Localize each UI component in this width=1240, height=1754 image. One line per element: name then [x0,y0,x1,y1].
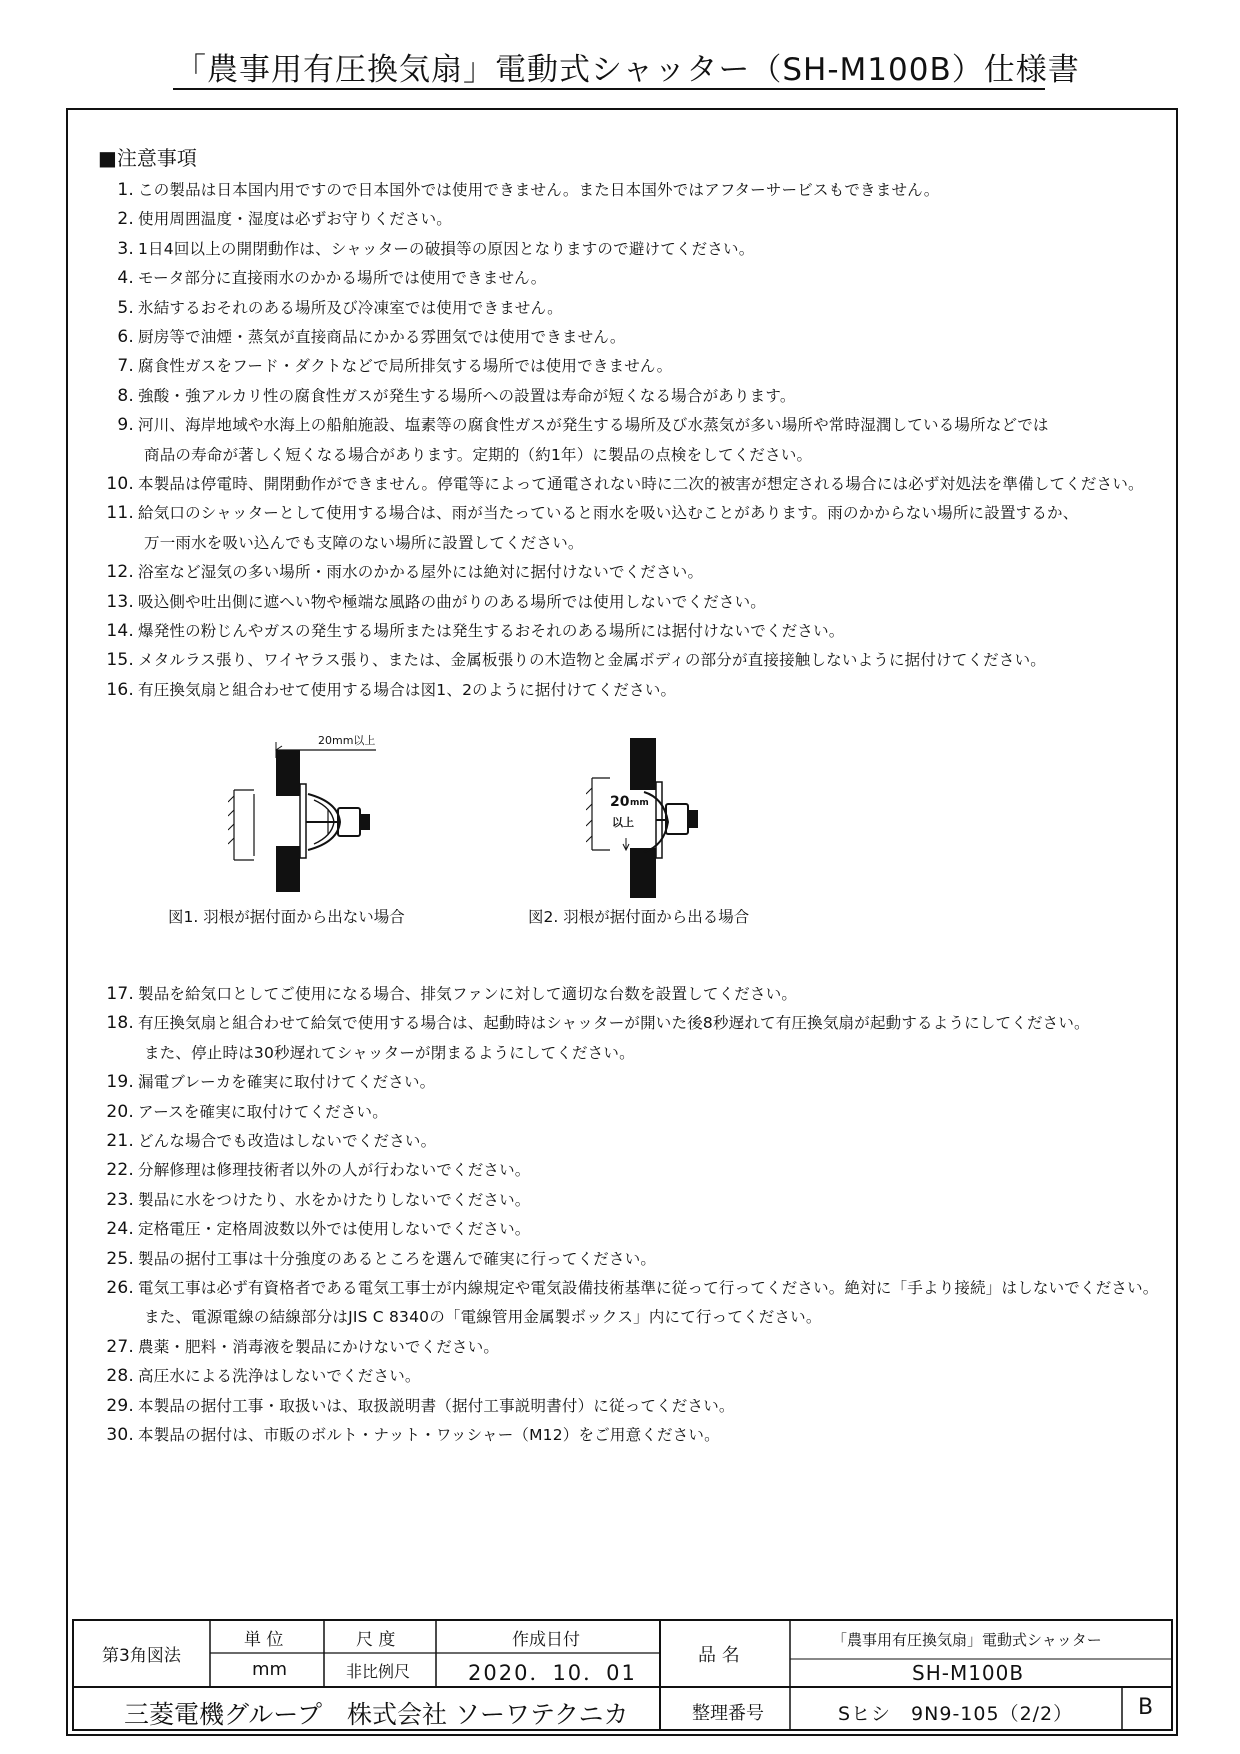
unit-value: mm [252,1659,288,1680]
note-item [92,325,626,347]
note-item [92,1247,656,1269]
note-text: 漏電ブレーカを確実に取付けてください。 [138,1073,436,1092]
note-number: 16. [106,679,134,700]
figure-2-dimension-value: 20 [610,794,630,810]
company-name: 三菱電機グループ 株式会社 ソーワテクニカ [124,1700,629,1729]
note-text: 分解修理は修理技術者以外の人が行わないでください。 [138,1161,531,1180]
figure-1-diagram [228,734,408,902]
figure-2-dimension-suffix: 以上 [612,816,634,829]
product-name-line2: SH-M100B [912,1661,1025,1685]
note-number: 18. [106,1013,134,1034]
note-text: 給気口のシャッターとして使用する場合は、雨が当たっていると雨水を吸い込むことがあります。雨のかからない場所に設置するか、 [138,504,1079,523]
note-item [92,1364,421,1386]
note-number: 6. [117,327,134,347]
note-text: 腐食性ガスをフード・ダクトなどで局所排気する場所では使用できません。 [138,357,673,376]
note-item [92,1158,531,1180]
note-number: 19. [106,1072,134,1093]
note-text: 吸込側や吐出側に遮へい物や極端な風路の曲がりのある場所では使用しないでください。 [138,592,767,611]
note-item [92,1188,531,1210]
note-number: 24. [106,1219,134,1240]
note-text: 氷結するおそれのある場所及び冷凍室では使用できません。 [138,298,563,317]
title-underline [173,88,1045,90]
note-text: アースを確実に取付けてください。 [138,1102,388,1121]
note-number: 14. [106,621,134,641]
note-number: 28. [106,1366,134,1387]
note-continuation: また、停止時は30秒遅れてシャッターが閉まるようにしてください。 [144,1043,635,1062]
note-number: 1. [117,180,134,200]
note-number: 13. [106,591,134,612]
note-text: 本製品の据付工事・取扱いは、取扱説明書（据付工事説明書付）に従ってください。 [138,1396,735,1415]
note-item [92,560,703,582]
note-number: 25. [106,1248,134,1269]
note-number: 15. [106,650,134,671]
note-item [92,354,672,376]
note-item [92,1276,1159,1298]
note-continuation: 商品の寿命が著しく短くなる場合があります。定期的（約1年）に製品の点検をしてください。 [144,445,813,464]
note-text: 強酸・強アルカリ性の腐食性ガスが発生する場所への設置は寿命が短くなる場合があります。 [138,386,796,405]
creation-date: 2020．10．01 [468,1661,637,1685]
note-text: 電気工事は必ず有資格者である電気工事士が内線規定や電気設備技術基準に従って行ってください。絶対に「手より接続」はしないでください。 [138,1279,1159,1297]
note-number: 8. [117,385,134,406]
note-number: 30. [106,1425,134,1445]
note-number: 9. [117,415,134,436]
note-item [92,982,797,1004]
note-number: 11. [106,503,134,524]
note-text: どんな場合でも改造はしないでください。 [138,1132,437,1150]
note-text: 製品を給気口としてご使用になる場合、排気ファンに対して適切な台数を設置してください。 [138,985,798,1003]
note-number: 20. [106,1101,134,1122]
scale-value: 非比例尺 [346,1662,411,1681]
note-number: 4. [117,268,134,289]
note-text: 1日4回以上の開閉動作は、シャッターの破損等の原因となりますので避けてください。 [138,239,755,258]
note-text: 有圧換気扇と組合わせて給気で使用する場合は、起動時はシャッターが開いた後8秒遅れて有圧換気扇が起動するようにしてください。 [138,1014,1090,1033]
note-item [92,1394,735,1416]
note-text: 定格電圧・定格周波数以外では使用しないでください。 [138,1220,531,1239]
section-heading: ■注意事項 [98,146,197,170]
document-title: 「農事用有圧換気扇」電動式シャッター（SH-M100B）仕様書 [175,52,1080,88]
note-number: 29. [106,1395,134,1416]
note-number: 2. [117,209,134,230]
figure-1-dimension: 20mm以上 [318,734,376,747]
revision-mark: B [1138,1695,1154,1720]
note-number: 27. [106,1336,134,1357]
note-item [92,207,452,229]
note-text: 河川、海岸地域や水海上の船舶施設、塩素等の腐食性ガスが発生する場所及び水蒸気が多い場所や常時湿潤している場所などでは [138,416,1049,435]
product-name-label: 品 名 [698,1645,740,1666]
unit-label: 単 位 [244,1630,284,1650]
note-number: 22. [106,1160,134,1181]
title-block [72,1619,1173,1731]
note-text: 本製品は停電時、開閉動作ができません。停電等によって通電されない時に二次的被害が想定される場合には必ず対処法を準備してください。 [138,475,1144,493]
note-item [92,1070,435,1092]
note-item [92,384,796,406]
note-text: 使用周囲温度・湿度は必ずお守りください。 [138,210,453,229]
note-number: 23. [106,1189,134,1210]
note-continuation: 万一雨水を吸い込んでも支障のない場所に設置してください。 [144,533,584,552]
note-text: 本製品の据付は、市販のボルト・ナット・ワッシャー（M12）をご用意ください。 [138,1426,720,1444]
note-number: 3. [117,238,134,259]
note-text: 厨房等で油煙・蒸気が直接商品にかかる雰囲気では使用できません。 [138,328,626,346]
note-item [92,1423,720,1445]
note-item [92,648,1046,670]
note-continuation: また、電源電線の結線部分はJIS C 8340の「電線管用金属製ボックス」内にて行ってください。 [144,1308,822,1327]
note-number: 12. [106,562,134,583]
note-item [92,472,1144,494]
note-item [92,678,676,700]
note-item [92,619,845,641]
note-text: 製品に水をつけたり、水をかけたりしないでください。 [138,1190,531,1209]
note-text: モータ部分に直接雨水のかかる場所では使用できません。 [138,269,547,288]
note-number: 26. [106,1278,134,1298]
note-number: 7. [117,356,134,377]
note-item [92,413,1049,435]
note-text: 爆発性の粉じんやガスの発生する場所または発生するおそれのある場所には据付けないでください。 [138,622,845,640]
date-label: 作成日付 [512,1630,580,1650]
note-item [92,266,547,288]
note-text: 有圧換気扇と組合わせて使用する場合は図1、2のように据付けてください。 [138,680,677,699]
control-number: Sヒシ 9N9-105（2/2） [838,1703,1074,1725]
note-item [92,237,754,259]
scale-label: 尺 度 [356,1630,396,1650]
note-text: 製品の据付工事は十分強度のあるところを選んで確実に行ってください。 [138,1249,657,1268]
note-number: 17. [106,984,134,1004]
note-text: 浴室など湿気の多い場所・雨水のかかる屋外には絶対に据付けないでください。 [138,563,704,582]
figure-2-caption: 図2. 羽根が据付面から出る場合 [528,908,750,926]
note-item [92,1217,531,1239]
note-item [92,296,563,318]
figure-2-diagram [586,738,726,902]
note-number: 5. [117,297,134,318]
note-item [92,590,766,612]
note-text: メタルラス張り、ワイヤラス張り、または、金属板張りの木造物と金属ボディの部分が直接接触しないように据付けてください。 [138,651,1046,670]
product-name-line1: 「農事用有圧換気扇」電動式シャッター [832,1631,1102,1649]
projection-method: 第3角図法 [102,1646,181,1666]
note-item [92,1011,1090,1033]
note-text: 農薬・肥料・消毒液を製品にかけないでください。 [138,1337,500,1356]
note-number: 21. [106,1131,134,1151]
figure-2-dimension-unit: mm [630,798,649,808]
note-item [92,1335,499,1357]
control-number-label: 整理番号 [692,1703,764,1724]
figure-1-caption: 図1. 羽根が据付面から出ない場合 [168,908,405,926]
note-text: この製品は日本国内用ですので日本国外では使用できません。また日本国外ではアフターサービスもできません。 [138,181,940,199]
note-item [92,178,939,200]
note-item [92,1129,436,1151]
note-text: 高圧水による洗浄はしないでください。 [138,1367,421,1386]
note-number: 10. [106,474,134,494]
note-item [92,501,1078,523]
note-item [92,1100,388,1122]
